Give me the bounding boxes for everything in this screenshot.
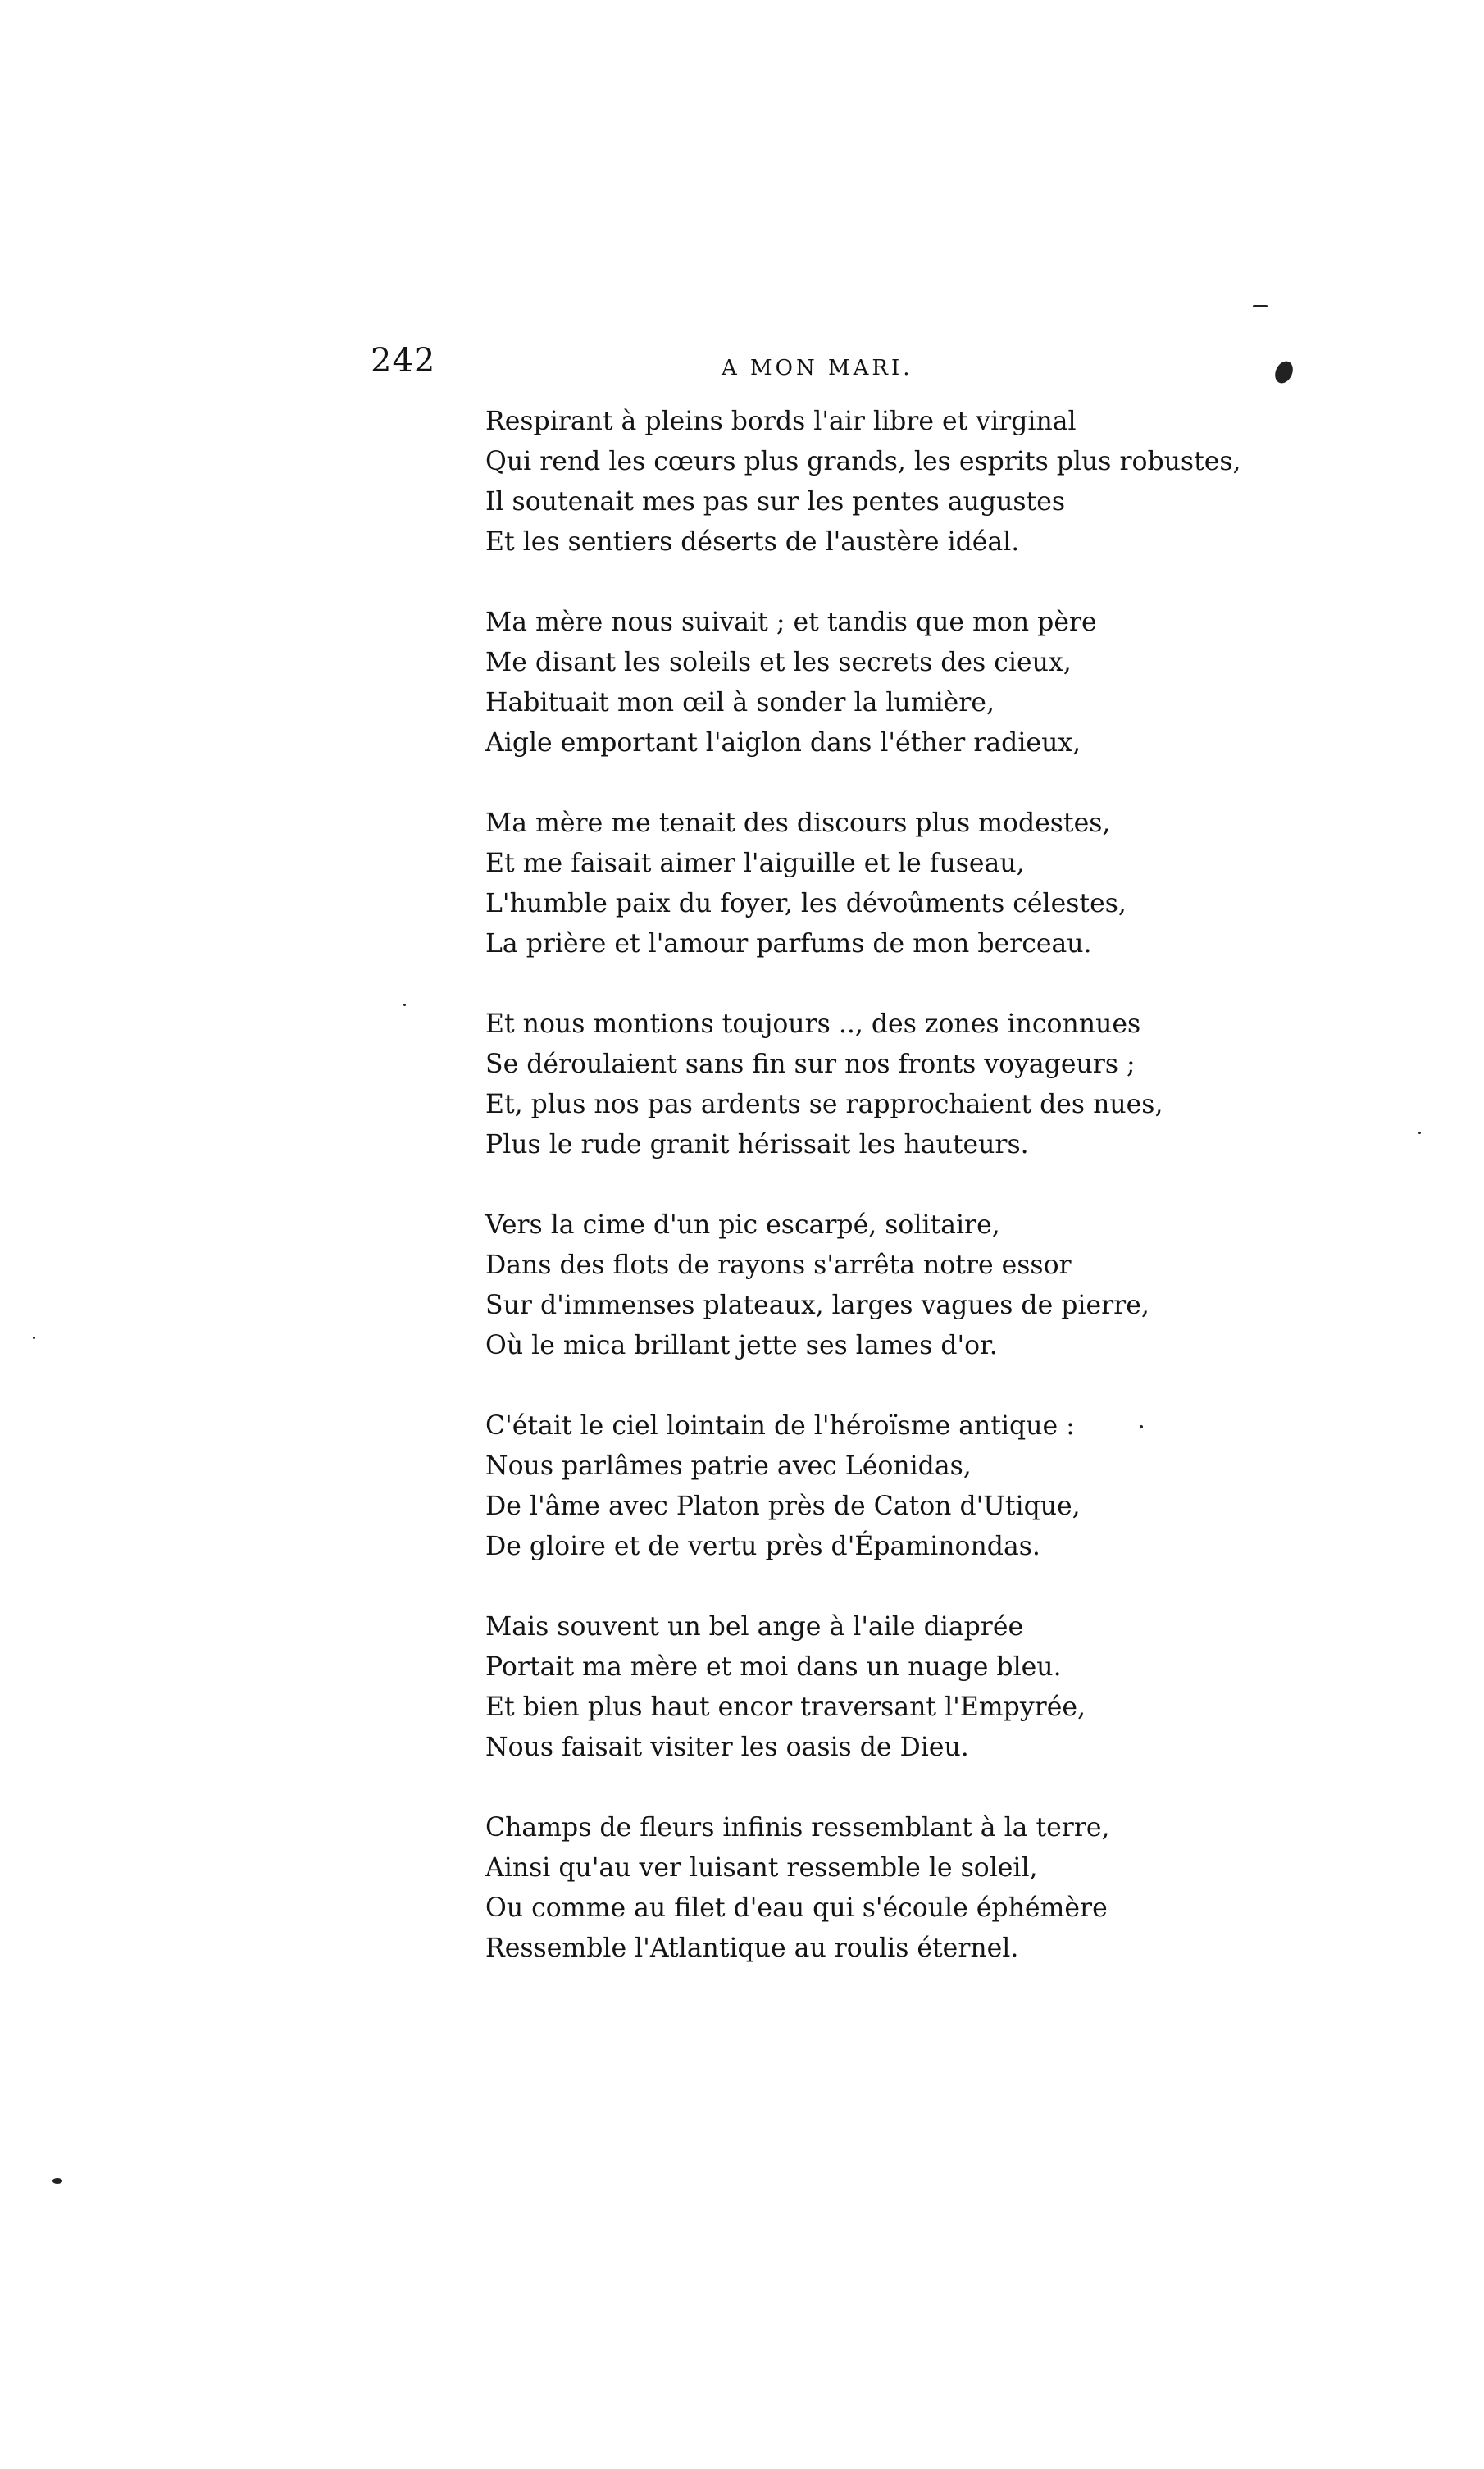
stanza	[485, 1004, 1305, 1165]
verse-line: Ma mère me tenait des discours plus modestes,	[485, 809, 1111, 838]
scan-speck	[403, 1004, 406, 1006]
verse-line: De l'âme avec Platon près de Caton d'Utique,	[485, 1492, 1081, 1521]
scan-speck	[1140, 1425, 1143, 1428]
verse-line: Où le mica brillant jette ses lames d'or.	[485, 1331, 998, 1360]
scan-speck	[52, 2178, 62, 2184]
verse-line: De gloire et de vertu près d'Épaminondas.	[485, 1532, 1040, 1561]
stanza	[485, 402, 1305, 563]
verse-line: Ainsi qu'au ver luisant ressemble le soleil,	[485, 1853, 1038, 1883]
stanza	[485, 804, 1305, 964]
stanza	[485, 1607, 1305, 1768]
verse-line: Nous faisait visiter les oasis de Dieu.	[485, 1733, 969, 1762]
verse-line: Champs de fleurs infinis ressemblant à la terre,	[485, 1813, 1110, 1843]
stanza	[485, 1406, 1305, 1567]
verse-line: Et bien plus haut encor traversant l'Empyrée,	[485, 1692, 1086, 1722]
verse-line: Ma mère nous suivait ; et tandis que mon père	[485, 608, 1097, 637]
verse-line: Se déroulaient sans fin sur nos fronts voyageurs ;	[485, 1050, 1136, 1079]
verse-line: Qui rend les cœurs plus grands, les esprits plus robustes,	[485, 447, 1241, 476]
verse-line: Me disant les soleils et les secrets des cieux,	[485, 648, 1072, 677]
verse-line: C'était le ciel lointain de l'héroïsme antique :	[485, 1411, 1075, 1441]
verse-line: Et les sentiers déserts de l'austère idéal.	[485, 527, 1020, 557]
verse-line: Et nous montions toujours .., des zones inconnues	[485, 1009, 1141, 1039]
page-number: 242	[371, 342, 436, 380]
verse-line: Il soutenait mes pas sur les pentes augustes	[485, 487, 1066, 517]
verse-line: Dans des flots de rayons s'arrêta notre essor	[485, 1250, 1072, 1280]
scan-speck	[1418, 1132, 1421, 1134]
verse-line: Aigle emportant l'aiglon dans l'éther radieux,	[485, 728, 1081, 758]
scan-speck	[1253, 305, 1268, 307]
verse-line: Ressemble l'Atlantique au roulis éternel.	[485, 1934, 1019, 1963]
verse-line: Et me faisait aimer l'aiguille et le fuseau,	[485, 849, 1025, 878]
verse-line: Sur d'immenses plateaux, larges vagues de pierre,	[485, 1291, 1149, 1320]
verse-line: Portait ma mère et moi dans un nuage bleu.	[485, 1652, 1062, 1682]
stanza	[485, 1808, 1305, 1969]
running-title: A MON MARI.	[722, 356, 913, 380]
ink-blot	[1272, 358, 1296, 386]
verse-line: Mais souvent un bel ange à l'aile diaprée	[485, 1612, 1024, 1642]
verse-line: Plus le rude granit hérissait les hauteurs.	[485, 1130, 1029, 1159]
stanza	[485, 603, 1305, 763]
verse-line: Et, plus nos pas ardents se rapprochaient des nues,	[485, 1090, 1163, 1119]
verse-line: La prière et l'amour parfums de mon berceau.	[485, 929, 1092, 959]
stanza	[485, 1205, 1305, 1366]
verse-line: Ou comme au filet d'eau qui s'écoule éphémère	[485, 1893, 1108, 1923]
poem-body	[485, 402, 1305, 2009]
verse-line: Vers la cime d'un pic escarpé, solitaire,	[485, 1210, 1000, 1240]
verse-line: L'humble paix du foyer, les dévoûments célestes,	[485, 889, 1127, 918]
verse-line: Nous parlâmes patrie avec Léonidas,	[485, 1451, 972, 1481]
scan-speck	[33, 1337, 35, 1339]
verse-line: Respirant à pleins bords l'air libre et virginal	[485, 407, 1077, 436]
verse-line: Habituait mon œil à sonder la lumière,	[485, 688, 995, 717]
